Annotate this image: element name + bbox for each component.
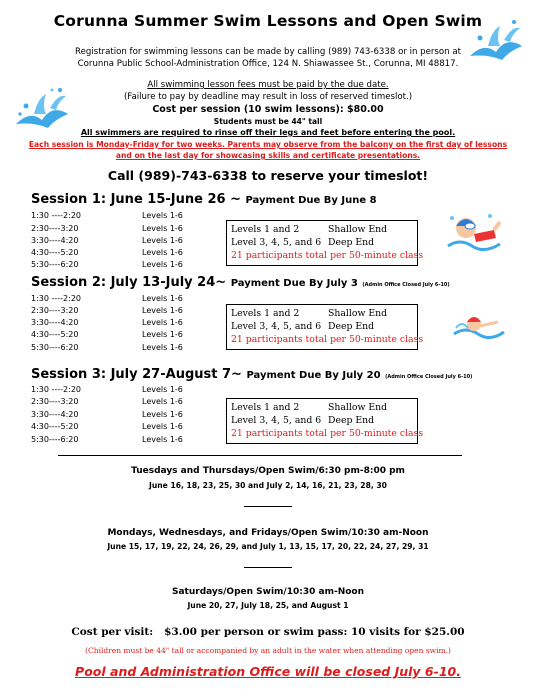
deep-end: Deep End xyxy=(328,237,375,248)
time-slot: 2:30----3:20 xyxy=(31,397,79,406)
levels: Levels 1-6 xyxy=(142,318,183,327)
open-swim-dates-3: June 20, 27, July 18, 25, and August 1 xyxy=(187,601,349,610)
capacity: 21 participants total per 50-minute class xyxy=(231,250,424,261)
fees-due: All swimming lesson fees must be paid by the due date. xyxy=(147,80,389,90)
levels: Levels 1-6 xyxy=(142,385,183,394)
time-slot: 5:30----6:20 xyxy=(31,260,79,269)
session-1-dates: Session 1: June 15-June 26 ~ xyxy=(31,192,241,207)
session-2-heading xyxy=(31,275,450,290)
call-line: Call (989)-743-6338 to reserve your timeslot! xyxy=(107,168,429,183)
open-swim-dates-2: June 15, 17, 19, 22, 24, 26, 29, and July 1, 13, 15, 17, 20, 22, 24, 27, 29, 31 xyxy=(107,542,429,551)
session-3-heading xyxy=(31,367,472,382)
admin-closed-note: (Admin Office Closed July 6-10) xyxy=(385,374,473,380)
open-swim-heading-2: Mondays, Wednesdays, and Fridays/Open Swim/10:30 am-Noon xyxy=(107,528,429,538)
pool-assignment-box xyxy=(226,220,424,266)
child-swimmer-icon xyxy=(446,208,502,256)
deep-end: Deep End xyxy=(328,415,375,426)
levels: Levels 1-6 xyxy=(142,260,183,269)
open-swim-heading-1: Tuesdays and Thursdays/Open Swim/6:30 pm-8:00 pm xyxy=(131,466,405,476)
child-swimmer-icon xyxy=(452,312,506,342)
children-note: (Children must be 44" tall or accompanied by an adult in the water when attending open swim.) xyxy=(85,646,451,655)
levels: Levels 1-6 xyxy=(142,435,183,444)
levels-3-6: Level 3, 4, 5, and 6 xyxy=(231,237,322,248)
divider xyxy=(58,455,462,456)
levels-1-2: Levels 1 and 2 xyxy=(231,224,300,235)
levels: Levels 1-6 xyxy=(142,294,183,303)
water-splash-icon xyxy=(466,16,526,66)
pool-assignment-box xyxy=(226,398,424,444)
time-slot: 3:30----4:20 xyxy=(31,410,79,419)
divider xyxy=(244,567,292,568)
session-1-heading xyxy=(31,192,377,207)
time-slot: 1:30 ----2:20 xyxy=(31,294,82,303)
levels-3-6: Level 3, 4, 5, and 6 xyxy=(231,415,322,426)
capacity: 21 participants total per 50-minute class xyxy=(231,428,424,439)
open-swim-heading-3: Saturdays/Open Swim/10:30 am-Noon xyxy=(171,587,364,597)
open-swim-dates-1: June 16, 18, 23, 25, 30 and July 2, 14, 16, 21, 23, 28, 30 xyxy=(149,481,387,490)
session-note-1: Each session is Monday-Friday for two weeks. Parents may observe from the balcony on the first day of lessons xyxy=(28,140,508,149)
time-slot: 3:30----4:20 xyxy=(31,236,79,245)
registration-line-1: Registration for swimming lessons can be made by calling (989) 743-6338 or in person at xyxy=(75,47,461,57)
registration-line-2: Corunna Public School-Administration Office, 124 N. Shiawassee St., Corunna, MI 48817. xyxy=(77,59,459,69)
capacity: 21 participants total per 50-minute class xyxy=(231,334,424,345)
levels: Levels 1-6 xyxy=(142,224,183,233)
pool-assignment-box xyxy=(226,304,424,350)
time-slot: 2:30----3:20 xyxy=(31,224,79,233)
levels: Levels 1-6 xyxy=(142,211,183,220)
time-slot: 4:30----5:20 xyxy=(31,248,79,257)
time-slot: 1:30 ----2:20 xyxy=(31,211,82,220)
levels-1-2: Levels 1 and 2 xyxy=(231,402,300,413)
time-slot: 5:30----6:20 xyxy=(31,435,79,444)
levels: Levels 1-6 xyxy=(142,248,183,257)
session-3-dates: Session 3: July 27-August 7~ xyxy=(31,367,242,382)
deep-end: Deep End xyxy=(328,321,375,332)
shallow-end: Shallow End xyxy=(328,402,388,413)
admin-closed-note: (Admin Office Closed July 6-10) xyxy=(362,282,450,288)
cost-per-visit: Cost per visit: $3.00 per person or swim pass: 10 visits for $25.00 xyxy=(71,626,465,638)
time-slot: 4:30----5:20 xyxy=(31,330,79,339)
shallow-end: Shallow End xyxy=(328,224,388,235)
levels: Levels 1-6 xyxy=(142,236,183,245)
time-slot: 4:30----5:20 xyxy=(31,422,79,431)
levels-3-6: Level 3, 4, 5, and 6 xyxy=(231,321,322,332)
levels: Levels 1-6 xyxy=(142,397,183,406)
session-note-2: and on the last day for showcasing skills and certificate presentations. xyxy=(115,151,421,160)
time-slot: 5:30----6:20 xyxy=(31,343,79,352)
session-2-due: Payment Due By July 3 xyxy=(230,278,358,289)
levels: Levels 1-6 xyxy=(142,422,183,431)
levels: Levels 1-6 xyxy=(142,410,183,419)
rinse-note: All swimmers are required to rinse off their legs and feet before entering the pool. xyxy=(80,128,456,137)
closed-notice: Pool and Administration Office will be closed July 6-10. xyxy=(75,664,461,679)
time-slot: 2:30----3:20 xyxy=(31,306,79,315)
session-3-due: Payment Due By July 20 xyxy=(246,370,381,381)
shallow-end: Shallow End xyxy=(328,308,388,319)
session-2-dates: Session 2: July 13-July 24~ xyxy=(31,275,227,290)
time-slot: 3:30----4:20 xyxy=(31,318,79,327)
cost-per-session: Cost per session (10 swim lessons): $80.00 xyxy=(152,104,384,115)
fees-note: (Failure to pay by deadline may result in loss of reserved timeslot.) xyxy=(123,92,413,102)
page-title: Corunna Summer Swim Lessons and Open Swim xyxy=(53,12,483,30)
levels-1-2: Levels 1 and 2 xyxy=(231,308,300,319)
water-splash-icon xyxy=(12,84,72,134)
height-requirement: Students must be 44" tall xyxy=(213,117,323,126)
levels: Levels 1-6 xyxy=(142,306,183,315)
time-slot: 1:30 ----2:20 xyxy=(31,385,82,394)
session-1-due: Payment Due By June 8 xyxy=(245,195,377,206)
levels: Levels 1-6 xyxy=(142,330,183,339)
levels: Levels 1-6 xyxy=(142,343,183,352)
divider xyxy=(244,506,292,507)
